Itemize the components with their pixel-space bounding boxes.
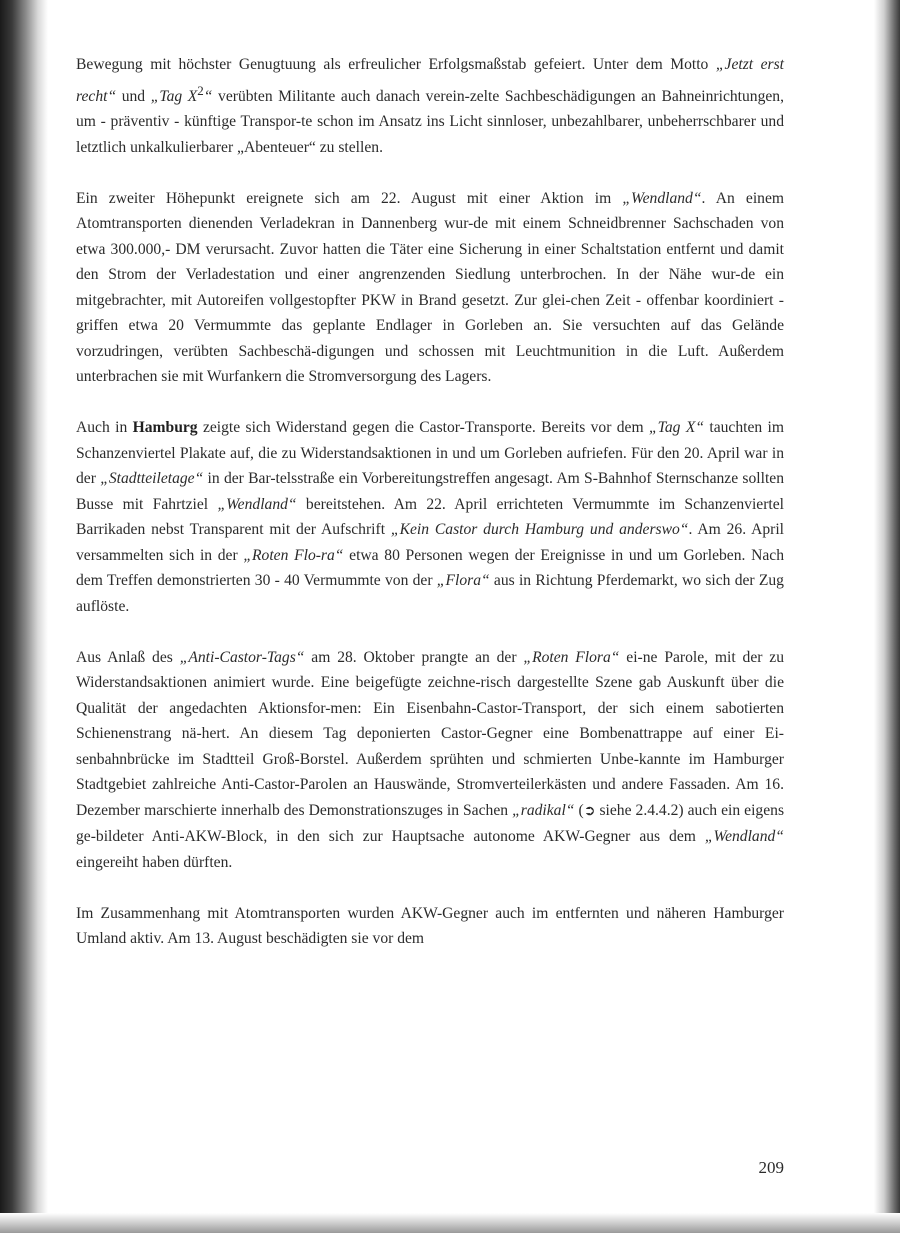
superscript: 2 <box>197 82 204 98</box>
text-run: am 28. Oktober prangte an der <box>304 648 524 666</box>
text-run: Im Zusammenhang mit Atomtransporten wurden AKW-Gegner auch im entfernten und näheren Hamburger Umland aktiv. Am 13. August beschädigten sie vor dem <box>76 904 784 948</box>
page-body-text <box>76 52 784 977</box>
text-run: eingereiht haben dürften. <box>76 853 233 871</box>
text-run: Aus Anlaß des <box>76 648 180 666</box>
text-run: . Am 26. April versammelten sich in der <box>76 521 785 564</box>
italic-quote: „Jetzt erst recht“ <box>76 56 785 105</box>
bold-term: Hamburg <box>132 419 198 437</box>
text-run: . An einem Atomtransporten dienenden Verladekran in Dannenberg wur-de mit einem Schneidbrenner Sachschaden von etwa 300.000,- DM verursacht. Zuvor hatten die Täter eine Sicherung in einer Schaltstation entfernt und damit den Strom der Verladestation und einer angrenzenden Siedlung unterbrochen. In der Nähe wur-de ein mitgebrachter, mit Autoreifen vollgestopfter PKW in Brand gesetzt. Zur glei-chen Zeit - offenbar koordiniert - griffen etwa 20 Vermummte das geplante Endlager in Gorleben an. Sie versuchten auf das Gelände vorzudringen, verübten Sachbeschä-digungen und schossen mit Leuchtmunition in die Luft. Außerdem unterbrachen sie mit Wurfankern die Stromversorgung des Lagers. <box>76 189 785 386</box>
text-run: Bewegung mit höchster Genugtuung als erfreulicher Erfolgsmaßstab gefeiert. Unter dem Motto <box>76 56 716 73</box>
italic-quote: „Roten Flo-ra“ <box>243 546 344 564</box>
text-run: aus in Richtung Pferdemarkt, wo sich der Zug auflöste. <box>76 572 784 615</box>
italic-quote: “ <box>203 87 213 105</box>
italic-quote: „Tag X“ <box>648 419 705 437</box>
italic-quote: „Tag X <box>150 87 198 105</box>
text-run: bereitstehen. Am 22. April errichteten Vermummte im Schanzenviertel Barrikaden nebst Transparent mit der Aufschrift <box>76 495 784 539</box>
italic-quote: „Kein Castor durch Hamburg und anderswo“ <box>390 521 689 539</box>
italic-quote: „Flora“ <box>436 572 490 590</box>
italic-quote: „radikal“ <box>512 801 575 819</box>
paragraph-3 <box>76 415 784 619</box>
italic-quote: „Wendland“ <box>217 495 297 513</box>
italic-quote: „Anti-Castor-Tags“ <box>179 648 305 666</box>
text-run: etwa 80 Personen wegen der Ereignisse in und um Gorleben. Nach dem Treffen demonstrierten 30 - 40 Vermummte von der <box>76 546 784 590</box>
text-run: ( <box>574 801 584 819</box>
page-right-edge-shadow <box>874 0 900 1233</box>
paragraph-2 <box>76 186 784 390</box>
text-run: zeigte sich Widerstand gegen die Castor-Transporte. Bereits vor dem <box>197 419 649 437</box>
paragraph-4 <box>76 645 784 876</box>
italic-quote: „Wendland“ <box>622 189 702 207</box>
paragraph-5 <box>76 901 784 952</box>
text-run: Ein zweiter Höhepunkt ereignete sich am 22. August mit einer Aktion im <box>76 189 623 207</box>
text-run: Auch in <box>76 419 133 437</box>
paragraph-1 <box>76 52 784 160</box>
text-run: und <box>116 87 151 105</box>
text-run: ei-ne Parole, mit der zu Widerstandsaktionen animiert wurde. Eine beigefügte zeichne-risch dargestellte Szene gab Auskunft über die Qualität der angedachten Aktionsfor-men: Ein Eisenbahn-Castor-Transport, der sich einem sabotierten Schienenstrang nä-hert. An diesem Tag deponierten Castor-Gegner eine Bombenattrappe auf einer Ei-senbahnbrücke im Stadtteil Groß-Borstel. Außerdem sprühten und schmierten Unbe-kannte im Hamburger Stadtgebiet zahlreiche Anti-Castor-Parolen an Hauswände, Stromverteilerkästen und andere Fassaden. Am 16. Dezember marschierte innerhalb des Demonstrationszuges in Sachen <box>76 648 784 819</box>
book-spine-shadow <box>0 0 48 1233</box>
text-run: verübten Militante auch danach verein-zelte Sachbeschädigungen an Bahneinrichtungen, um - präventiv - künftige Transpor-te schon im Ansatz ins Licht sinnloser, unbezahlbarer, unbeherrschbarer und letztlich unkalkulierbarer „Abenteuer“ zu stellen. <box>76 87 785 156</box>
text-run: siehe 2.4.4.2) auch ein eigens ge-bildeter Anti-AKW-Block, in den sich zur Hauptsache autonome AKW-Gegner aus dem <box>76 801 785 846</box>
italic-quote: „Roten Flora“ <box>523 648 620 666</box>
page-bottom-edge-shadow <box>0 1213 900 1233</box>
page-number: 209 <box>758 1158 784 1177</box>
italic-quote: „Stadtteiletage“ <box>100 470 204 488</box>
cross-reference-arrow-icon: ➲ <box>583 803 596 819</box>
text-run: tauchten im Schanzenviertel Plakate auf, die zu Widerstandsaktionen in und um Gorleben aufriefen. Für den 20. April war in der <box>76 419 785 488</box>
text-run: in der Bar-telsstraße ein Vorbereitungstreffen angesagt. Am S-Bahnhof Sternschanze sollten Busse mit Fahrtziel <box>76 470 784 513</box>
italic-quote: „Wendland“ <box>704 828 784 846</box>
